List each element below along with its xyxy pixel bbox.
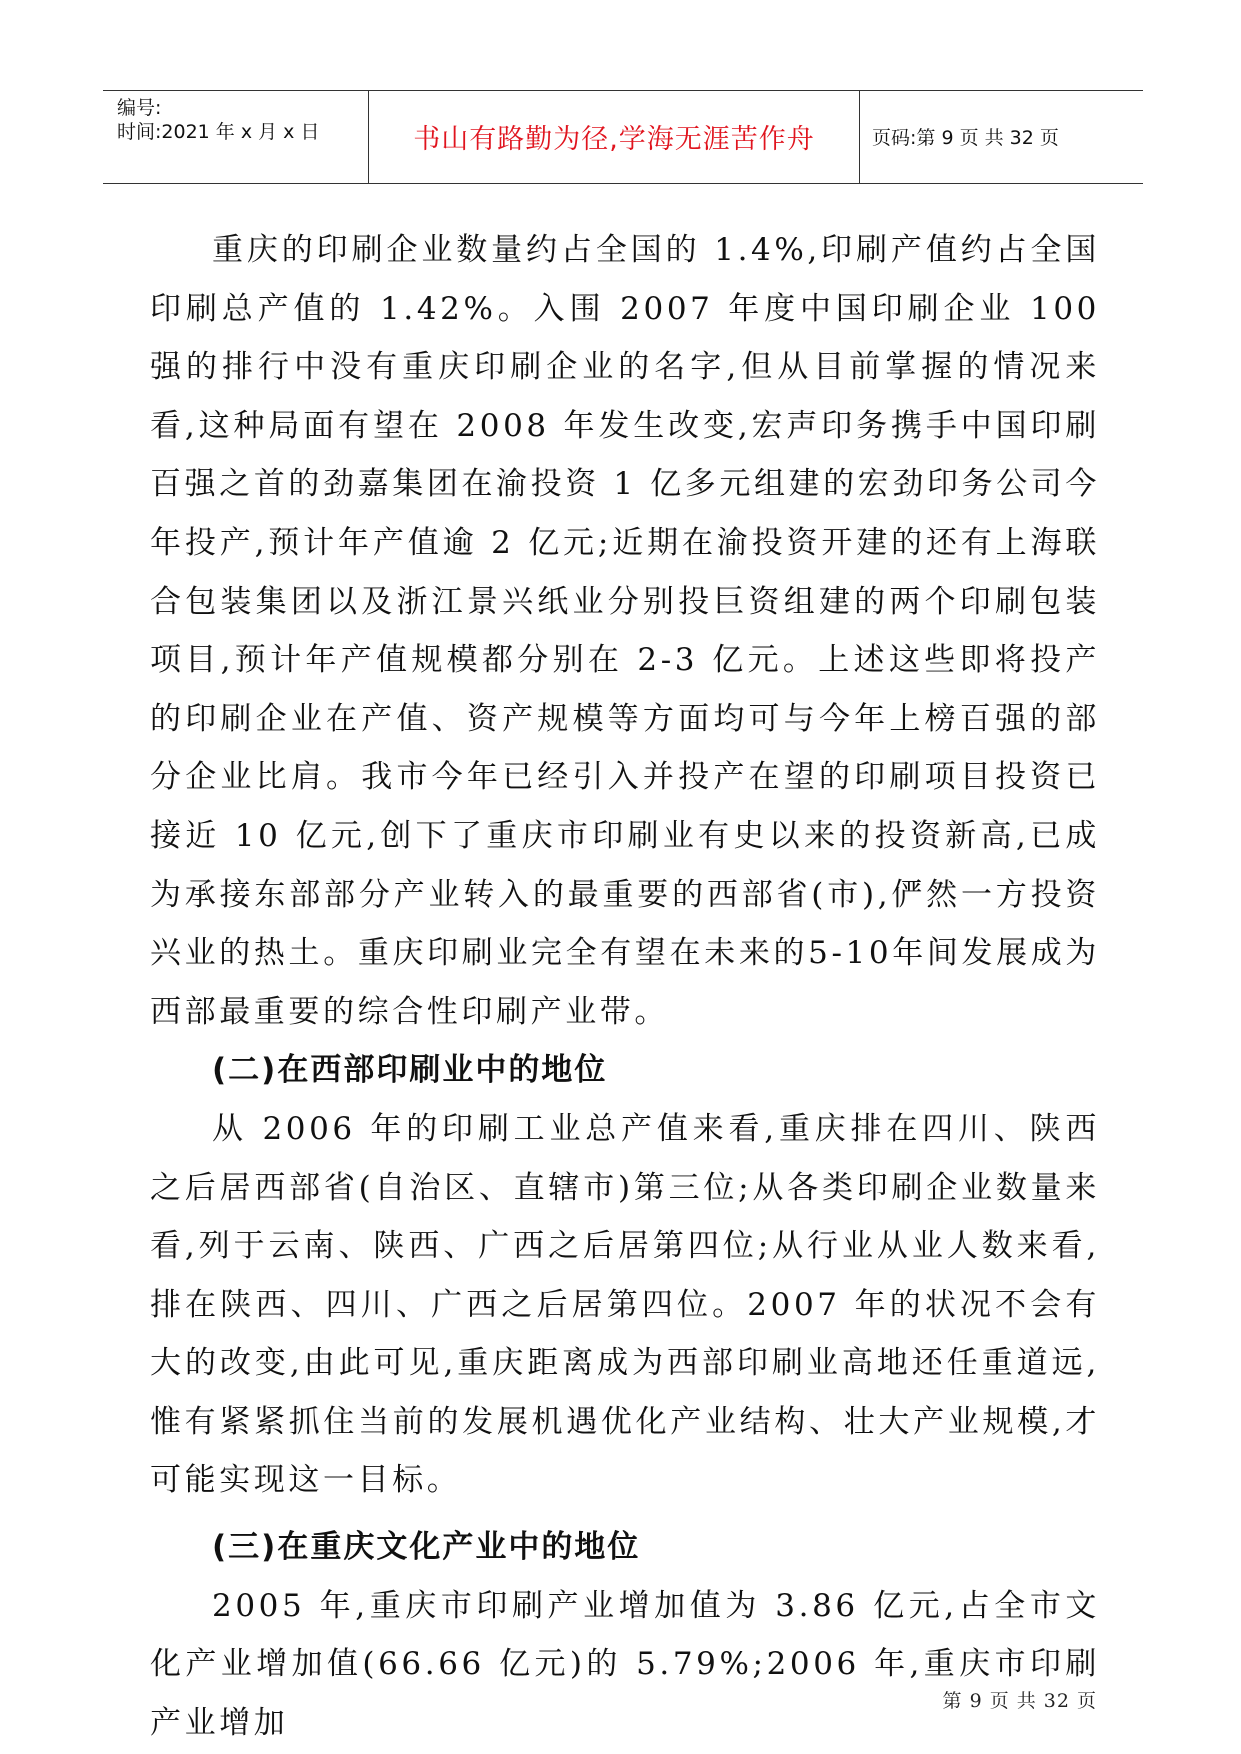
- motto-text: 书山有路勤为径,学海无涯苦作舟: [413, 124, 815, 155]
- paragraph: 2005 年,重庆市印刷产业增加值为 3.86 亿元,占全市文化产业增加值(66.66 亿元)的 5.79%;2006 年,重庆市印刷产业增加: [150, 1587, 1100, 1741]
- serial-number-label: 编号:: [117, 97, 162, 119]
- document-header: [103, 90, 1143, 184]
- header-info-cell: [103, 91, 369, 183]
- section-heading: (二)在西部印刷业中的地位: [212, 1052, 608, 1089]
- paragraph: 从 2006 年的印刷工业总产值来看,重庆排在四川、陕西之后居西部省(自治区、直辖市)第三位;从各类印刷企业数量来看,列于云南、陕西、广西之后居第四位;从行业从业人数来看,排在陕西、四川、广西之后居第四位。2007 年的状况不会有大的改变,由此可见,重庆距离成为西部印刷业高地还任重道远,惟有紧紧抓住当前的发展机遇优化产业结构、壮大产业规模,才可能实现这一目标。: [150, 1110, 1100, 1499]
- paragraph: 重庆的印刷企业数量约占全国的 1.4%,印刷产值约占全国印刷总产值的 1.42%。入围 2007 年度中国印刷企业 100 强的排行中没有重庆印刷企业的名字,但从目前掌握的情况来看,这种局面有望在 2008 年发生改变,宏声印务携手中国印刷百强之首的劲嘉集团在渝投资 1 亿多元组建的宏劲印务公司今年投产,预计年产值逾 2 亿元;近期在渝投资开建的还有上海联合包装集团以及浙江景兴纸业分别投巨资组建的两个印刷包装项目,预计年产值规模都分别在 2-3 亿元。上述这些即将投产的印刷企业在产值、资产规模等方面均可与今年上榜百强的部分企业比肩。我市今年已经引入并投产在望的印刷项目投资已接近 10 亿元,创下了重庆市印刷业有史以来的投资新高,已成为承接东部部分产业转入的最重要的西部省(市),俨然一方投资兴业的热土。重庆印刷业完全有望在未来的5-10年间发展成为西部最重要的综合性印刷产业带。: [150, 232, 1100, 1030]
- section-heading: (三)在重庆文化产业中的地位: [212, 1529, 641, 1566]
- header-page-cell: [860, 91, 1143, 183]
- header-page-number: 页码:第 9 页 共 32 页: [872, 127, 1059, 149]
- footer-page-number: 第 9 页 共 32 页: [942, 1690, 1097, 1712]
- document-body: [150, 221, 1100, 1752]
- date-label: 时间:2021 年 x 月 x 日: [117, 121, 320, 143]
- header-motto-cell: [369, 91, 860, 183]
